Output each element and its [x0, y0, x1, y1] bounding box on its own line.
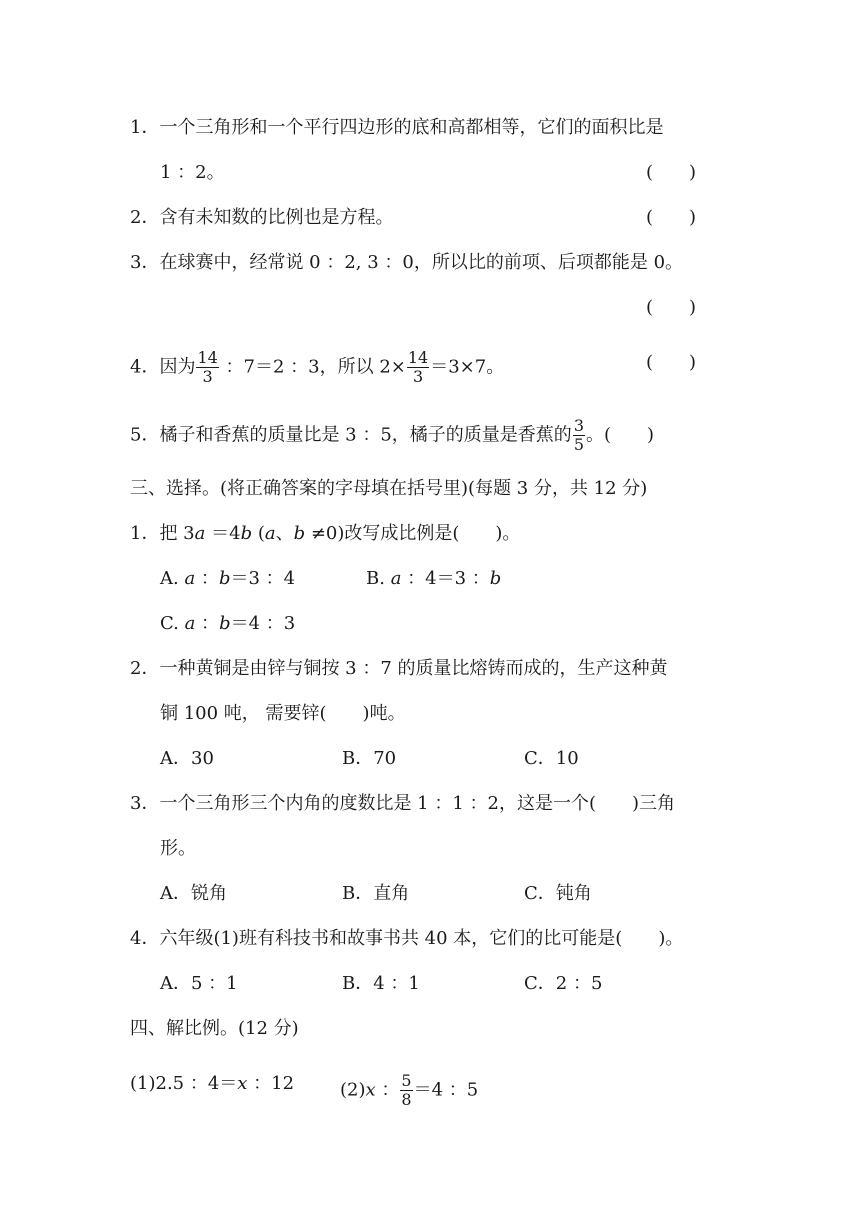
fraction-denominator: 3: [202, 367, 213, 386]
judge-q2: 2．含有未知数的比例也是方程。: [130, 207, 394, 228]
section-3-title: 三、选择。(将正确答案的字母填在括号里)(每题 3 分，共 12 分): [130, 478, 648, 499]
text: 、: [275, 523, 294, 544]
fraction-numerator: 3: [573, 416, 584, 435]
choice-q1-option-a[interactable]: [160, 568, 295, 590]
choice-q3-option-a[interactable]: A．锐角: [160, 883, 227, 904]
choice-q2-option-c[interactable]: C．10: [524, 748, 579, 769]
judge-q3: 3．在球赛中，经常说 0 ：2, 3 ：0，所以比的前项、后项都能是 0。: [130, 252, 684, 273]
text[interactable]: ≠0)改写成比例是( )。: [305, 523, 521, 544]
judge-q4-suffix: ＝3×7。: [430, 356, 505, 378]
text: ＝4 ：3: [230, 613, 296, 634]
option-label: A.: [160, 568, 179, 589]
fraction-numerator: 5: [401, 1071, 412, 1090]
judge-q1-line2: 1 ：2。: [160, 162, 225, 183]
judge-q4: [130, 350, 504, 385]
fraction-denominator: 5: [573, 435, 584, 454]
judge-q4-mid: ：7＝2 ：3，所以 2×: [219, 356, 406, 378]
fraction-numerator: 14: [407, 348, 429, 367]
fraction-14-3: [196, 350, 218, 385]
text: ＝4 ：5: [413, 1079, 479, 1101]
choice-q4-line1[interactable]: 4．六年级(1)班有科技书和故事书共 40 本，它们的比可能是( )。: [130, 928, 684, 949]
text: (2): [340, 1079, 366, 1101]
text: ：12: [247, 1073, 295, 1094]
var-b: b: [293, 523, 306, 544]
judge-q5-prefix: 5．橘子和香蕉的质量比是 3 ：5，橘子的质量是香蕉的: [130, 424, 572, 446]
choice-q3-line2: 形。: [160, 838, 196, 859]
fraction-3-5: [573, 418, 585, 453]
var-b: b: [240, 523, 253, 544]
choice-q4-option-a[interactable]: A．5 ：1: [160, 973, 238, 994]
answer-paren-q2[interactable]: ( ): [646, 207, 697, 228]
answer-paren-q4[interactable]: ( ): [646, 352, 697, 373]
option-label: C.: [160, 613, 179, 634]
judge-q5: [130, 418, 654, 453]
var-x: x: [237, 1073, 248, 1094]
choice-q3-option-b[interactable]: B．直角: [342, 883, 410, 904]
text: ：: [375, 1079, 400, 1101]
text: ：4＝3 ：: [401, 568, 490, 589]
choice-q3-option-c[interactable]: C．钝角: [524, 883, 592, 904]
var-a: a: [390, 568, 402, 589]
text: (1)2.5 ：4＝: [130, 1073, 238, 1094]
fraction-14-3-second: [407, 350, 429, 385]
choice-q4-option-c[interactable]: C．2 ：5: [524, 973, 603, 994]
var-x: x: [365, 1079, 376, 1101]
option-label: B.: [366, 568, 385, 589]
var-a: a: [264, 523, 276, 544]
choice-q2-option-a[interactable]: A．30: [160, 748, 214, 769]
fraction-denominator: 8: [401, 1090, 412, 1109]
choice-q3-line1[interactable]: 3．一个三角形三个内角的度数比是 1 ：1 ：2，这是一个( )三角: [130, 793, 676, 814]
text: (: [252, 523, 265, 544]
choice-q2-option-b[interactable]: B．70: [342, 748, 397, 769]
choice-q1: [130, 523, 520, 545]
judge-q4-prefix: 4．因为: [130, 356, 196, 378]
answer-paren-q3[interactable]: ( ): [646, 297, 697, 318]
var-a: a: [194, 523, 206, 544]
judge-q5-suffix[interactable]: 。( ): [586, 424, 655, 446]
fraction-numerator: 14: [197, 348, 218, 367]
choice-q4-option-b[interactable]: B．4 ：1: [342, 973, 420, 994]
section-4-title: 四、解比例。(12 分): [130, 1018, 299, 1039]
text: ：: [195, 613, 220, 634]
var-b: b: [218, 568, 231, 589]
choice-q1-option-b[interactable]: [366, 568, 501, 590]
var-b: b: [219, 613, 231, 634]
answer-paren-q1[interactable]: ( ): [646, 162, 697, 183]
choice-q2-line1: 2．一种黄铜是由锌与铜按 3 ：7 的质量比熔铸而成的，生产这种黄: [130, 658, 668, 679]
choice-q2-line2[interactable]: 铜 100 吨， 需要锌( )吨。: [160, 703, 406, 724]
judge-q1-line1: 1．一个三角形和一个平行四边形的底和高都相等，它们的面积比是: [130, 117, 664, 138]
text: ＝3 ：4: [230, 568, 296, 589]
text: ＝4: [205, 523, 241, 544]
proportion-problem-2: [340, 1073, 478, 1108]
var-a: a: [184, 568, 196, 589]
var-b: b: [489, 568, 502, 589]
proportion-problem-1: [130, 1073, 294, 1095]
fraction-5-8: [400, 1073, 412, 1108]
var-a: a: [184, 613, 196, 634]
choice-q1-option-c[interactable]: [160, 613, 295, 635]
text: 1．把 3: [130, 523, 195, 544]
text: ：: [195, 568, 219, 589]
fraction-denominator: 3: [412, 367, 424, 386]
